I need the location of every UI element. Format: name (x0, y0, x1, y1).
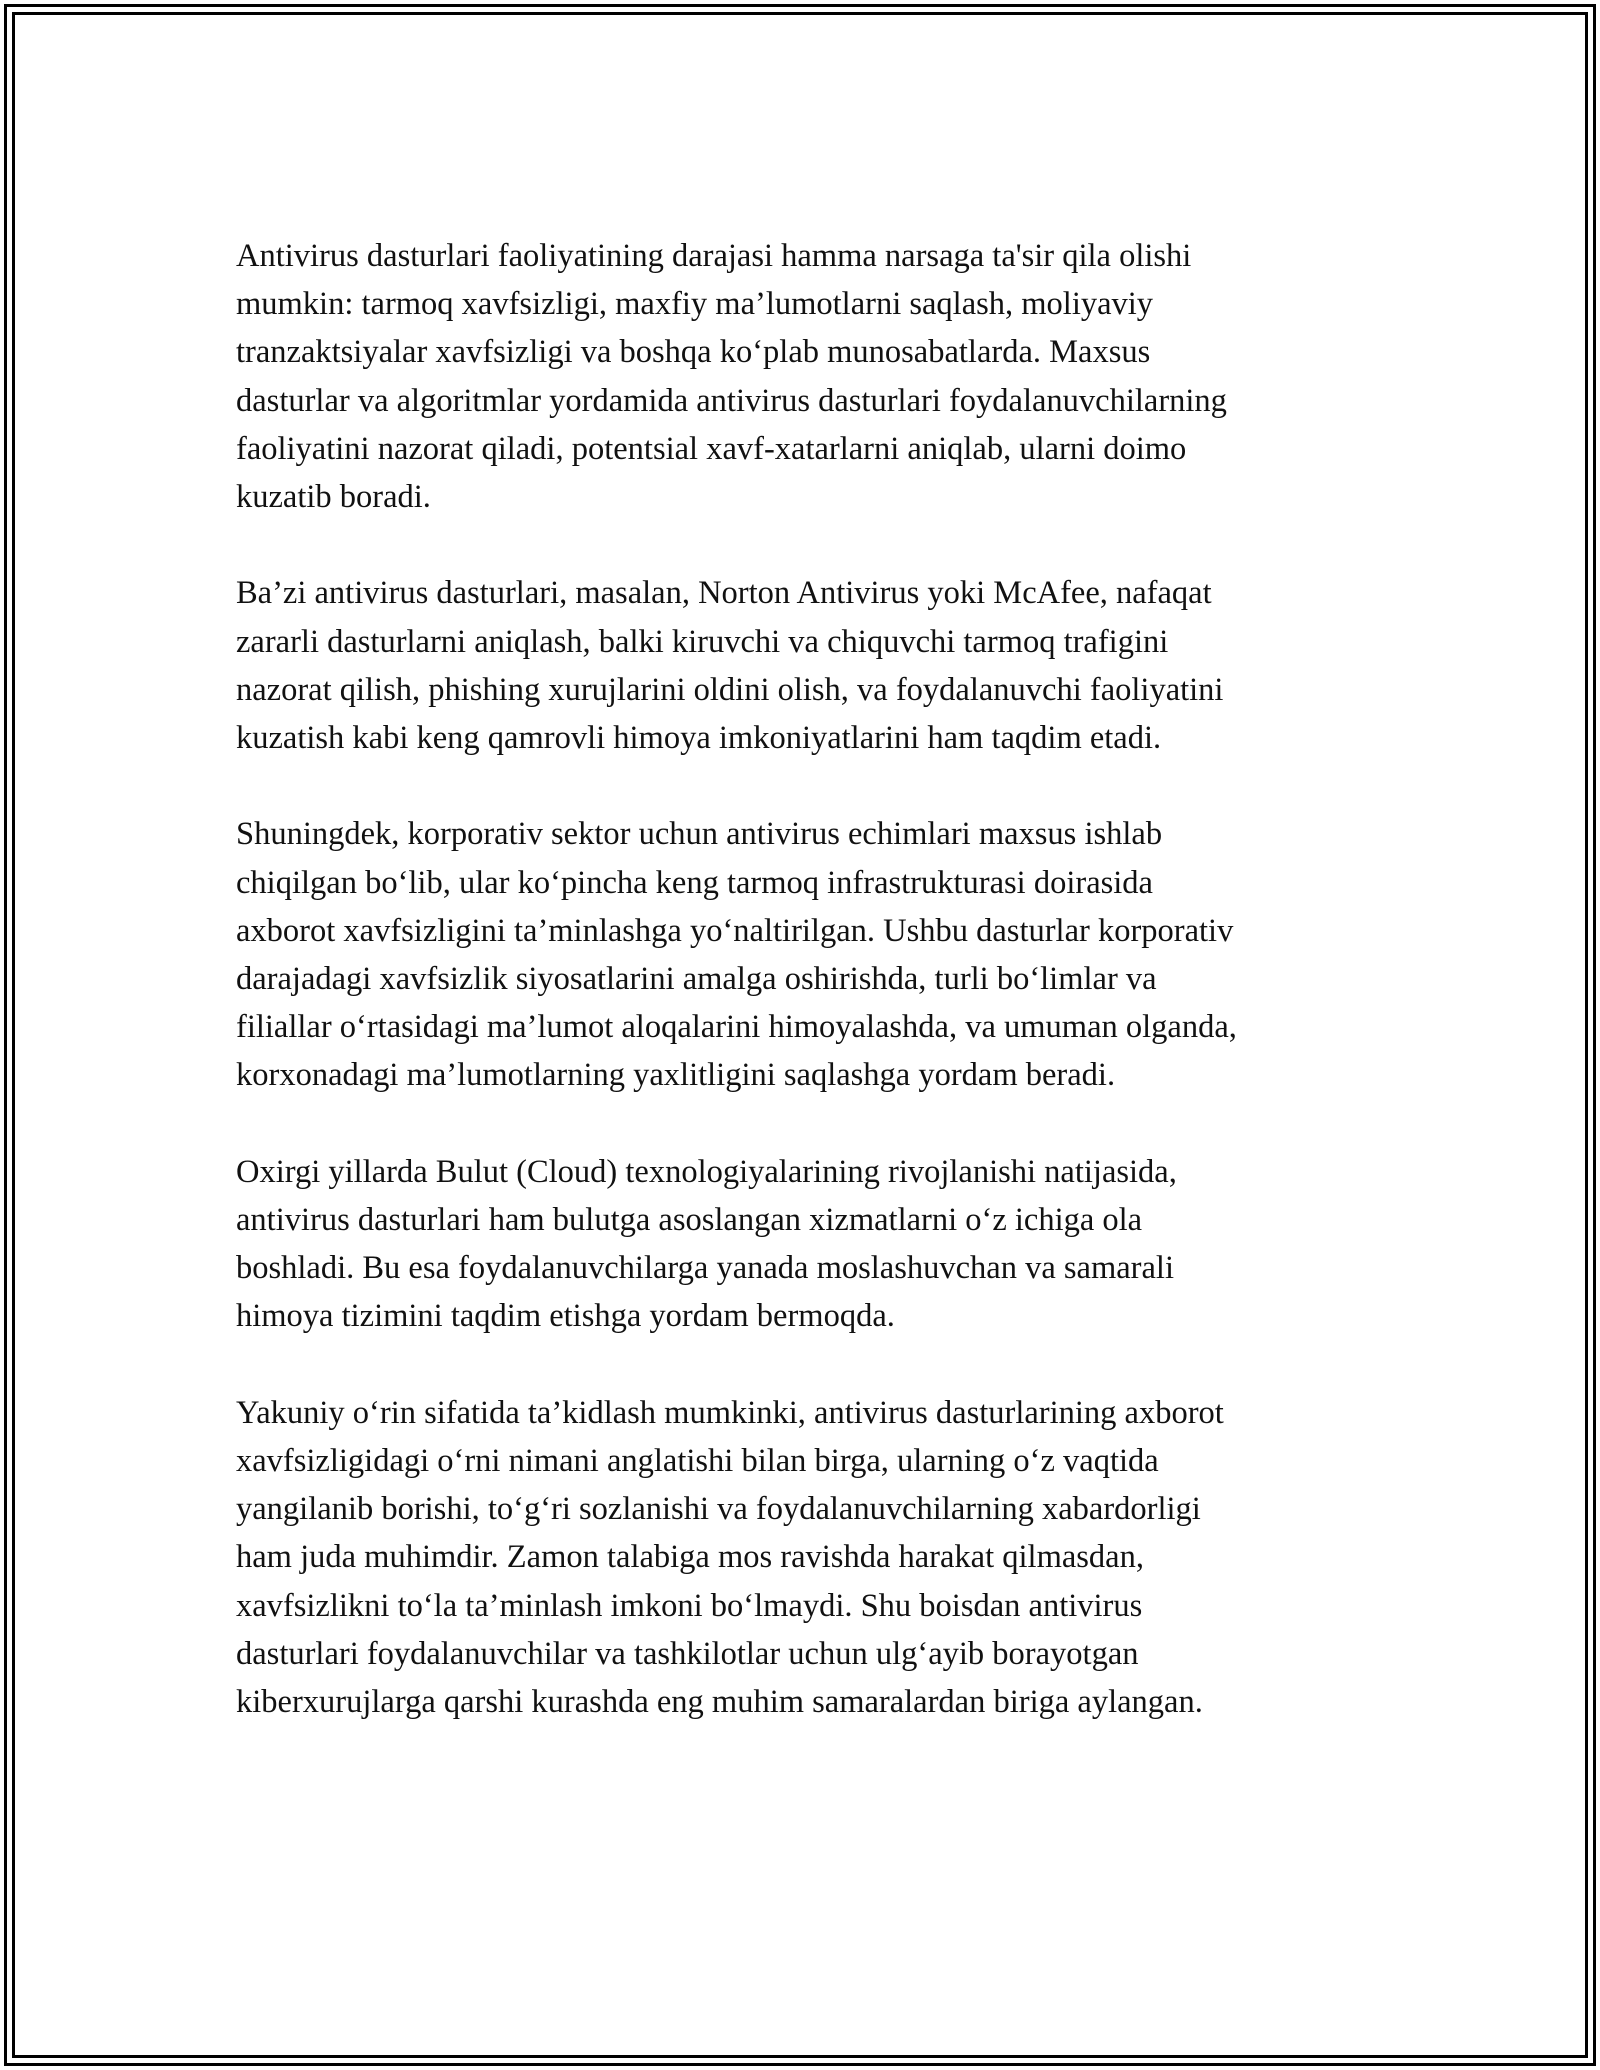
text-line: kuzatib boradi. (236, 479, 431, 516)
text-line: Shuningdek, korporativ sektor uchun antivirus echimlari maxsus ishlab (236, 816, 1163, 853)
text-line: korxonadagi ma’lumotlarning yaxlitligini saqlashga yordam beradi. (236, 1057, 1116, 1094)
text-line: ham juda muhimdir. Zamon talabiga mos ravishda harakat qilmasdan, (236, 1539, 1144, 1576)
text-line: himoya tizimini taqdim etishga yordam bermoqda. (236, 1298, 895, 1335)
text-line: Oxirgi yillarda Bulut (Cloud) texnologiyalarining rivojlanishi natijasida, (236, 1153, 1177, 1190)
text-line: chiqilgan bo‘lib, ular ko‘pincha keng tarmoq infrastrukturasi doirasida (236, 864, 1153, 901)
text-line: kiberxurujlarga qarshi kurashda eng muhim samaralardan biriga aylangan. (236, 1684, 1203, 1721)
paragraph-4 (236, 1148, 1386, 1341)
text-line: mumkin: tarmoq xavfsizligi, maxfiy ma’lumotlarni saqlash, moliyaviy (236, 286, 1154, 323)
text-line: Ba’zi antivirus dasturlari, masalan, Norton Antivirus yoki McAfee, nafaqat (236, 575, 1212, 612)
text-line: Antivirus dasturlari faoliyatining darajasi hamma narsaga ta'sir qila olishi (236, 238, 1192, 274)
text-line: filiallar o‘rtasidagi ma’lumot aloqalarini himoyalashda, va umuman olganda, (236, 1009, 1237, 1046)
text-line: kuzatish kabi keng qamrovli himoya imkoniyatlarini ham taqdim etadi. (236, 720, 1162, 757)
text-line: dasturlar va algoritmlar yordamida antivirus dasturlari foydalanuvchilarning (236, 382, 1227, 419)
document-body (236, 232, 1386, 1774)
text-line: darajadagi xavfsizlik siyosatlarini amalga oshirishda, turli bo‘limlar va (236, 961, 1157, 998)
text-line: dasturlari foydalanuvchilar va tashkilotlar uchun ulg‘ayib borayotgan (236, 1635, 1139, 1672)
text-line: axborot xavfsizligini ta’minlashga yo‘naltirilgan. Ushbu dasturlar korporativ (236, 912, 1234, 949)
text-line: antivirus dasturlari ham bulutga asoslangan xizmatlarni o‘z ichiga ola (236, 1202, 1143, 1239)
paragraph-2 (236, 569, 1386, 762)
text-line: faoliyatini nazorat qiladi, potentsial xavf-xatarlarni aniqlab, ularni doimo (236, 430, 1187, 467)
paragraph-3 (236, 810, 1386, 1099)
text-line: boshladi. Bu esa foydalanuvchilarga yanada moslashuvchan va samarali (236, 1250, 1174, 1287)
text-line: Yakuniy o‘rin sifatida ta’kidlash mumkinki, antivirus dasturlarining axborot (236, 1394, 1224, 1431)
text-line: yangilanib borishi, to‘g‘ri sozlanishi va foydalanuvchilarning xabardorligi (236, 1491, 1201, 1528)
text-line: xavfsizligidagi o‘rni nimani anglatishi bilan birga, ularning o‘z vaqtida (236, 1443, 1159, 1480)
paragraph-1 (236, 232, 1386, 521)
text-line: xavfsizlikni to‘la ta’minlash imkoni bo‘lmaydi. Shu boisdan antivirus (236, 1587, 1143, 1624)
text-line: tranzaktsiyalar xavfsizligi va boshqa ko‘plab munosabatlarda. Maxsus (236, 334, 1151, 371)
paragraph-5 (236, 1389, 1386, 1726)
text-line: zararli dasturlarni aniqlash, balki kiruvchi va chiquvchi tarmoq trafigini (236, 623, 1169, 660)
text-line: nazorat qilish, phishing xurujlarini oldini olish, va foydalanuvchi faoliyatini (236, 671, 1224, 708)
